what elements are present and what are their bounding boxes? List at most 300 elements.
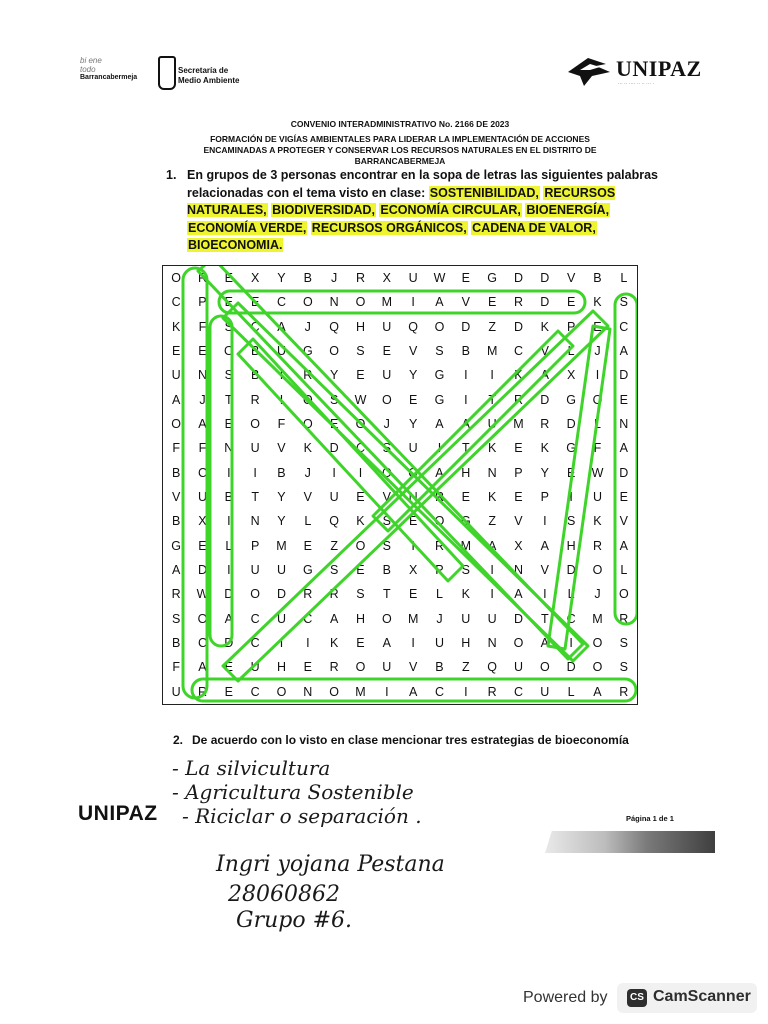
word-sostenibilidad: SOSTENIBILIDAD, bbox=[429, 185, 539, 200]
grid-cell: M bbox=[381, 295, 393, 310]
grid-cell: U bbox=[513, 660, 523, 675]
answer-3: - Riciclar o separación . bbox=[182, 804, 422, 828]
grid-cell: S bbox=[224, 368, 233, 383]
grid-cell: B bbox=[171, 636, 181, 650]
grid-cell: O bbox=[381, 465, 392, 480]
grid-cell: O bbox=[381, 392, 392, 407]
grid-cell: K bbox=[487, 490, 497, 504]
grid-cell: R bbox=[250, 392, 260, 407]
grid-cell: C bbox=[197, 636, 207, 650]
grid-cell: U bbox=[276, 344, 286, 358]
grid-cell: O bbox=[592, 636, 603, 650]
grid-cell: T bbox=[251, 490, 259, 504]
grid-cell: E bbox=[303, 538, 312, 553]
grid-cell: K bbox=[329, 636, 339, 650]
grid-cell: A bbox=[619, 441, 628, 456]
grid-cell: N bbox=[487, 465, 497, 480]
grid-cell: B bbox=[250, 368, 260, 383]
grid-cell: H bbox=[461, 465, 471, 480]
powered-by-text: Powered by bbox=[523, 989, 608, 1006]
grid-cell: G bbox=[171, 538, 182, 553]
grid-cell: C bbox=[619, 319, 629, 334]
grid-cell: Z bbox=[330, 538, 338, 553]
grid-cell: H bbox=[355, 611, 365, 626]
grid-cell: L bbox=[620, 563, 628, 577]
grid-cell: U bbox=[382, 319, 392, 334]
grid-cell: O bbox=[250, 417, 261, 431]
unipaz-name: UNIPAZ bbox=[616, 56, 702, 81]
grid-cell: S bbox=[356, 587, 365, 602]
grid-cell: V bbox=[382, 490, 391, 504]
word-recursos-naturales: RECURSOS NATURALES, bbox=[187, 185, 616, 217]
grid-cell: A bbox=[435, 465, 444, 480]
grid-cell: N bbox=[329, 295, 339, 310]
question-2-text: De acuerdo con lo visto en clase mencionar tres estrategias de bioeconomía bbox=[192, 733, 629, 747]
grid-cell: R bbox=[329, 660, 339, 675]
grid-cell: B bbox=[435, 660, 444, 675]
grid-cell: V bbox=[540, 563, 549, 577]
grid-cell: S bbox=[382, 514, 391, 529]
footer-gradient-bar bbox=[545, 831, 715, 853]
grid-cell: J bbox=[594, 344, 601, 358]
grid-cell: M bbox=[355, 684, 366, 699]
grid-cell: P bbox=[566, 319, 576, 334]
grid-cell: E bbox=[487, 295, 497, 310]
grid-cell: D bbox=[540, 295, 550, 310]
grid-cell: A bbox=[540, 368, 549, 383]
grid-cell: U bbox=[382, 368, 392, 383]
grid-cell: E bbox=[224, 417, 233, 431]
grid-cell: R bbox=[540, 417, 550, 431]
question-1-text bbox=[187, 167, 677, 255]
grid-cell: L bbox=[436, 587, 443, 602]
camscanner-icon: CS bbox=[627, 989, 647, 1007]
grid-cell: E bbox=[224, 271, 233, 285]
grid-cell: Q bbox=[487, 660, 498, 675]
grid-cell: I bbox=[227, 465, 231, 480]
grid-cell: C bbox=[355, 441, 365, 456]
grid-cell: D bbox=[566, 563, 576, 577]
grid-cell: U bbox=[487, 611, 497, 626]
grid-cell: Y bbox=[540, 465, 549, 480]
grid-cell: D bbox=[461, 319, 471, 334]
grid-cell: F bbox=[593, 441, 602, 456]
grid-cell: K bbox=[540, 441, 549, 456]
grid-cell: T bbox=[540, 611, 549, 626]
word-economia-circular: ECONOMÍA CIRCULAR, bbox=[380, 203, 521, 217]
grid-cell: D bbox=[619, 465, 629, 480]
grid-cell: A bbox=[540, 636, 549, 650]
grid-cell: J bbox=[304, 319, 311, 334]
grid-cell: C bbox=[197, 465, 207, 480]
grid-cell: O bbox=[355, 538, 366, 553]
grid-cell: O bbox=[329, 344, 340, 358]
grid-cell: Z bbox=[461, 660, 470, 675]
word-cadena-de-valor: CADENA DE VALOR, bbox=[472, 220, 596, 235]
grid-cell: I bbox=[411, 538, 415, 553]
grid-cell: O bbox=[408, 465, 419, 480]
grid-cell: S bbox=[329, 563, 339, 577]
grid-cell: A bbox=[619, 538, 628, 553]
grid-cell: Y bbox=[329, 368, 339, 383]
grid-cell: E bbox=[303, 660, 312, 675]
grid-cell: G bbox=[302, 344, 313, 358]
logo-city-name: Barrancabermeja bbox=[80, 74, 138, 81]
grid-cell: N bbox=[224, 441, 234, 456]
grid-cell: J bbox=[331, 271, 338, 285]
grid-cell: U bbox=[276, 611, 286, 626]
camscanner-brand: CamScanner bbox=[653, 988, 751, 1005]
grid-cell: X bbox=[250, 271, 260, 285]
grid-cell: O bbox=[276, 684, 287, 699]
grid-cell: G bbox=[460, 514, 471, 529]
grid-cell: D bbox=[224, 587, 234, 602]
grid-cell: E bbox=[224, 684, 233, 699]
grid-cell: B bbox=[277, 465, 286, 480]
grid-cell: V bbox=[540, 344, 549, 358]
grid-cell: E bbox=[408, 514, 418, 529]
grid-cell: A bbox=[198, 660, 207, 675]
grid-cell: R bbox=[197, 684, 207, 699]
camscanner-badge bbox=[617, 983, 757, 1013]
grid-cell: R bbox=[513, 295, 523, 310]
grid-cell: O bbox=[355, 417, 366, 431]
grid-cell: K bbox=[171, 319, 181, 334]
grid-cell: F bbox=[172, 441, 180, 456]
grid-cell: K bbox=[593, 295, 602, 310]
grid-cell: A bbox=[198, 417, 207, 431]
grid-cell: I bbox=[279, 392, 284, 407]
grid-cell: E bbox=[514, 490, 523, 504]
unipaz-tagline: ··· ·· ···· ·· ·· ··· · bbox=[618, 81, 655, 86]
grid-cell: E bbox=[566, 465, 576, 480]
grid-cell: E bbox=[224, 295, 233, 310]
word-bioenergia: BIOENERGÍA, bbox=[526, 203, 610, 217]
question-1-intro: En grupos de 3 personas encontrar en la sopa de letras las siguientes palabras relacionadas con el tema visto en clase: bbox=[187, 168, 658, 200]
grid-cell: S bbox=[435, 344, 444, 358]
grid-cell: V bbox=[514, 514, 523, 529]
grid-cell: I bbox=[227, 563, 231, 577]
grid-cell: D bbox=[329, 441, 339, 456]
grid-cell: E bbox=[356, 368, 365, 383]
grid-cell: I bbox=[464, 684, 468, 699]
grid-cell: V bbox=[171, 490, 181, 504]
grid-cell: R bbox=[355, 271, 365, 285]
grid-cell: I bbox=[490, 368, 494, 383]
grid-cell: O bbox=[513, 636, 524, 650]
grid-cell: D bbox=[619, 368, 629, 383]
grid-cell: I bbox=[227, 514, 231, 529]
grid-cell: V bbox=[408, 660, 418, 675]
grid-cell: B bbox=[171, 465, 181, 480]
grid-cell: M bbox=[513, 417, 524, 431]
grid-cell: T bbox=[488, 392, 496, 407]
grid-cell: H bbox=[461, 636, 471, 650]
grid-cell: U bbox=[592, 490, 602, 504]
grid-cell: E bbox=[329, 417, 339, 431]
word-economia-verde: ECONOMÍA VERDE, bbox=[188, 220, 307, 235]
grid-cell: E bbox=[250, 295, 260, 310]
grid-cell: R bbox=[303, 368, 313, 383]
grid-cell: C bbox=[250, 611, 260, 626]
grid-cell: A bbox=[435, 417, 444, 431]
grid-cell: O bbox=[355, 295, 366, 310]
grid-cell: A bbox=[487, 538, 497, 553]
grid-cell: S bbox=[619, 636, 628, 650]
grid-cell: W bbox=[591, 465, 604, 480]
grid-cell: L bbox=[620, 271, 628, 285]
grid-cell: O bbox=[592, 563, 603, 577]
grid-cell: D bbox=[276, 587, 286, 602]
grid-cell: O bbox=[592, 392, 603, 407]
grid-cell: U bbox=[408, 271, 418, 285]
grid-cell: Q bbox=[329, 319, 340, 334]
grid-cell: I bbox=[385, 684, 389, 699]
grid-cell: R bbox=[434, 490, 444, 504]
grid-cell: G bbox=[487, 271, 498, 285]
grid-cell: L bbox=[567, 344, 575, 358]
grid-cell: C bbox=[434, 684, 444, 699]
grid-cell: K bbox=[514, 368, 523, 383]
grid-cell: G bbox=[434, 368, 445, 383]
grid-cell: S bbox=[619, 295, 628, 310]
grid-cell: M bbox=[460, 538, 472, 553]
footer-unipaz: UNIPAZ bbox=[78, 802, 158, 825]
grid-cell: U bbox=[408, 441, 418, 456]
grid-cell: V bbox=[566, 271, 576, 285]
grid-cell: V bbox=[277, 441, 286, 456]
grid-cell: I bbox=[411, 636, 415, 650]
grid-cell: U bbox=[434, 636, 444, 650]
grid-cell: E bbox=[171, 344, 181, 358]
grid-cell: U bbox=[250, 660, 260, 675]
grid-cell: D bbox=[540, 271, 550, 285]
grid-cell: J bbox=[594, 587, 601, 602]
grid-cell: G bbox=[566, 441, 577, 456]
grid-cell: I bbox=[411, 295, 415, 310]
grid-cell: S bbox=[382, 538, 391, 553]
grid-cell: R bbox=[592, 538, 602, 553]
grid-cell: W bbox=[433, 271, 446, 285]
grid-cell: V bbox=[619, 514, 628, 529]
grid-cell: S bbox=[356, 344, 365, 358]
grid-cell: O bbox=[302, 392, 313, 407]
grid-cell: U bbox=[540, 684, 550, 699]
grid-cell: U bbox=[276, 563, 286, 577]
grid-cell: W bbox=[354, 392, 367, 407]
grid-cell: O bbox=[539, 660, 550, 675]
question-2-number: 2. bbox=[173, 733, 184, 747]
grid-cell: R bbox=[619, 611, 629, 626]
document-header bbox=[150, 119, 650, 167]
grid-cell: E bbox=[566, 295, 576, 310]
grid-cell: A bbox=[514, 587, 523, 602]
grid-cell: A bbox=[435, 295, 444, 310]
convenio-title: CONVENIO INTERADMINISTRATIVO No. 2166 DE 2023 bbox=[290, 119, 510, 129]
grid-cell: V bbox=[461, 295, 470, 310]
grid-cell: R bbox=[434, 538, 444, 553]
grid-cell: R bbox=[197, 271, 207, 285]
grid-cell: L bbox=[567, 587, 575, 602]
grid-cell: C bbox=[250, 636, 260, 650]
grid-cell: B bbox=[303, 271, 312, 285]
grid-cell: N bbox=[408, 490, 418, 504]
grid-cell: I bbox=[253, 465, 257, 480]
grid-cell: R bbox=[487, 684, 497, 699]
grid-cell: S bbox=[619, 660, 628, 675]
grid-cell: P bbox=[435, 563, 444, 577]
grid-cell: O bbox=[434, 514, 445, 529]
grid-cell: I bbox=[569, 490, 573, 504]
grid-cell: V bbox=[408, 344, 418, 358]
grid-cell: M bbox=[407, 611, 419, 626]
grid-cell: Y bbox=[277, 271, 286, 285]
grid-cell: E bbox=[356, 490, 365, 504]
grid-cell: A bbox=[171, 563, 181, 577]
question-1-number: 1. bbox=[166, 168, 177, 182]
grid-cell: Q bbox=[408, 319, 419, 334]
grid-cell: I bbox=[569, 636, 573, 650]
grid-cell: E bbox=[198, 538, 207, 553]
grid-cell: P bbox=[514, 465, 523, 480]
grid-cell: K bbox=[540, 319, 549, 334]
word-recursos-organicos: RECURSOS ORGÁNICOS, bbox=[311, 220, 467, 235]
unipaz-logo bbox=[566, 50, 711, 95]
grid-cell: B bbox=[171, 514, 181, 529]
grid-cell: X bbox=[514, 538, 523, 553]
grid-cell: E bbox=[356, 636, 365, 650]
grid-cell: C bbox=[250, 319, 260, 334]
grid-cell: D bbox=[513, 271, 523, 285]
grid-cell: I bbox=[543, 587, 547, 602]
grid-cell: A bbox=[408, 684, 418, 699]
grid-cell: I bbox=[490, 587, 494, 602]
grid-cell: U bbox=[487, 417, 497, 431]
grid-cell: M bbox=[276, 538, 287, 553]
grid-cell: O bbox=[434, 319, 445, 334]
grid-cell: L bbox=[304, 514, 312, 529]
grid-cell: P bbox=[250, 538, 260, 553]
grid-cell: H bbox=[566, 538, 576, 553]
grid-cell: S bbox=[461, 563, 470, 577]
grid-cell: S bbox=[171, 611, 181, 626]
grid-cell: I bbox=[279, 368, 284, 383]
grid-cell: I bbox=[464, 368, 468, 383]
grid-cell: G bbox=[434, 392, 445, 407]
grid-cell: I bbox=[279, 636, 284, 650]
grid-cell: C bbox=[171, 295, 181, 310]
word-biodiversidad: BIODIVERSIDAD, bbox=[272, 203, 375, 217]
grid-cell: K bbox=[461, 587, 470, 602]
grid-cell: R bbox=[619, 684, 629, 699]
grid-cell: A bbox=[540, 538, 549, 553]
grid-cell: Y bbox=[277, 514, 286, 529]
grid-cell: H bbox=[276, 660, 286, 675]
grid-cell: B bbox=[382, 563, 391, 577]
grid-cell: O bbox=[592, 660, 603, 675]
grid-cell: K bbox=[356, 514, 365, 529]
grid-cell: A bbox=[224, 611, 233, 626]
grid-cell: X bbox=[566, 368, 576, 383]
grid-cell: J bbox=[199, 392, 206, 407]
grid-cell: I bbox=[306, 636, 310, 650]
grid-cell: T bbox=[461, 441, 470, 456]
grid-cell: N bbox=[619, 417, 629, 431]
grid-cell: E bbox=[408, 587, 418, 602]
grid-letters bbox=[163, 266, 637, 704]
grid-cell: R bbox=[329, 587, 339, 602]
grid-cell: D bbox=[513, 319, 523, 334]
grid-cell: O bbox=[223, 344, 234, 358]
word-bioeconomia: BIOECONOMIA. bbox=[188, 238, 283, 252]
answer-1: - La silvicultura bbox=[172, 756, 331, 780]
grid-cell: O bbox=[329, 684, 340, 699]
grid-cell: Q bbox=[329, 514, 340, 529]
grid-cell: S bbox=[566, 514, 576, 529]
grid-cell: V bbox=[303, 490, 312, 504]
grid-cell: D bbox=[513, 611, 523, 626]
grid-cell: A bbox=[277, 319, 286, 334]
formacion-line2: ENCAMINADAS A PROTEGER Y CONSERVAR LOS RECURSOS NATURALES EN EL DISTRITO DE bbox=[203, 145, 597, 155]
grid-cell: F bbox=[172, 660, 180, 675]
grid-cell: G bbox=[566, 392, 577, 407]
grid-cell: I bbox=[490, 563, 494, 577]
grid-cell: A bbox=[382, 636, 391, 650]
grid-cell: S bbox=[329, 392, 339, 407]
grid-cell: N bbox=[303, 684, 313, 699]
grid-cell: M bbox=[486, 344, 498, 358]
secretaria-line1: Secretaría de bbox=[178, 66, 229, 75]
grid-cell: C bbox=[513, 344, 523, 358]
grid-cell: B bbox=[224, 490, 233, 504]
grid-cell: D bbox=[224, 636, 234, 650]
grid-cell: K bbox=[593, 514, 602, 529]
grid-cell: E bbox=[461, 271, 470, 285]
grid-cell: O bbox=[381, 611, 392, 626]
grid-cell: D bbox=[566, 417, 576, 431]
secretaria-logo bbox=[158, 56, 258, 92]
grid-cell: C bbox=[303, 611, 313, 626]
grid-cell: A bbox=[171, 392, 181, 407]
grid-cell: N bbox=[513, 563, 523, 577]
grid-cell: O bbox=[618, 587, 629, 602]
grid-cell: B bbox=[461, 344, 470, 358]
grid-cell: Z bbox=[488, 514, 496, 529]
grid-cell: B bbox=[250, 344, 260, 358]
student-id: 28060862 bbox=[228, 882, 340, 907]
grid-cell: Y bbox=[408, 368, 418, 383]
logo-slogan: bi ene todo bbox=[80, 56, 102, 74]
grid-cell: I bbox=[543, 514, 547, 529]
grid-cell: X bbox=[198, 514, 207, 529]
grid-cell: E bbox=[593, 319, 602, 334]
grid-cell: X bbox=[382, 271, 391, 285]
student-name: Ingri yojana Pestana bbox=[216, 852, 445, 877]
grid-cell: P bbox=[540, 490, 549, 504]
grid-cell: F bbox=[198, 441, 207, 456]
grid-cell: O bbox=[197, 611, 208, 626]
grid-cell: E bbox=[619, 490, 628, 504]
grid-cell: A bbox=[461, 417, 470, 431]
grid-cell: U bbox=[382, 660, 392, 675]
shield-icon bbox=[158, 56, 176, 90]
grid-cell: N bbox=[487, 636, 497, 650]
grid-cell: U bbox=[250, 563, 260, 577]
grid-cell: U bbox=[197, 490, 207, 504]
grid-cell: F bbox=[198, 319, 207, 334]
grid-cell: O bbox=[355, 660, 366, 675]
grid-cell: U bbox=[171, 368, 181, 383]
